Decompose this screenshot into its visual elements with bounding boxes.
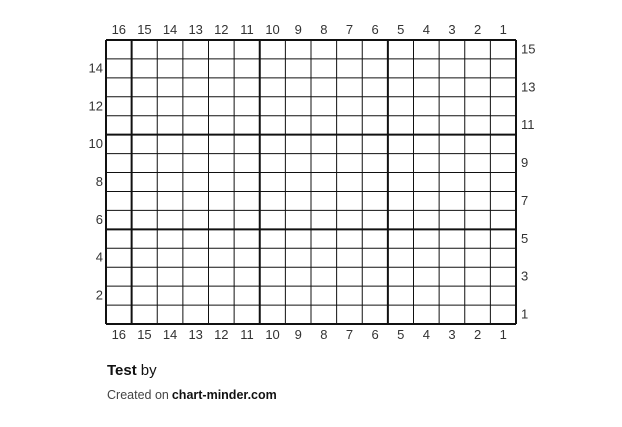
chart-title xyxy=(107,362,157,379)
column-label-bottom: 1 xyxy=(499,327,507,342)
column-label-top: 11 xyxy=(240,22,254,37)
chart-labels xyxy=(89,22,536,342)
column-label-bottom: 11 xyxy=(240,327,254,342)
column-label-bottom: 16 xyxy=(111,327,127,342)
column-label-top: 4 xyxy=(422,22,430,37)
column-label-top: 8 xyxy=(320,22,328,37)
row-label-right: 5 xyxy=(521,230,529,246)
column-label-bottom: 13 xyxy=(188,327,203,342)
column-label-top: 16 xyxy=(111,22,127,37)
row-label-left: 10 xyxy=(88,136,103,152)
created-on-line xyxy=(107,388,277,402)
column-label-bottom: 7 xyxy=(345,327,354,342)
row-label-left: 2 xyxy=(95,287,103,303)
chart-author-by: by xyxy=(140,362,157,379)
column-label-bottom: 2 xyxy=(473,327,482,342)
column-label-bottom: 3 xyxy=(448,327,456,342)
column-label-bottom: 8 xyxy=(320,327,328,342)
row-label-right: 11 xyxy=(521,117,535,133)
column-label-top: 3 xyxy=(448,22,456,37)
row-label-right: 3 xyxy=(521,268,529,284)
column-label-top: 9 xyxy=(294,22,302,37)
row-label-left: 14 xyxy=(88,60,103,76)
column-label-bottom: 12 xyxy=(214,327,229,342)
column-label-top: 12 xyxy=(214,22,229,37)
column-label-bottom: 6 xyxy=(371,327,379,342)
column-label-top: 13 xyxy=(188,22,203,37)
row-label-left: 8 xyxy=(95,174,103,189)
column-label-bottom: 4 xyxy=(422,327,430,342)
column-label-bottom: 9 xyxy=(294,327,302,342)
row-label-right: 13 xyxy=(521,79,536,95)
created-on-text: Created on xyxy=(107,388,169,402)
column-label-top: 5 xyxy=(397,22,405,37)
grid-thin-lines xyxy=(106,40,516,324)
row-label-left: 4 xyxy=(95,249,103,265)
row-label-left: 6 xyxy=(95,211,103,227)
site-link[interactable]: chart-minder.com xyxy=(171,388,277,402)
column-label-top: 6 xyxy=(371,22,379,37)
column-label-bottom: 14 xyxy=(162,327,178,342)
column-label-bottom: 10 xyxy=(265,327,280,342)
column-label-bottom: 5 xyxy=(397,327,405,342)
column-label-top: 15 xyxy=(137,22,152,37)
column-label-top: 10 xyxy=(265,22,280,37)
row-label-left: 12 xyxy=(88,98,103,114)
row-label-right: 15 xyxy=(521,41,536,57)
column-label-top: 7 xyxy=(345,22,354,37)
column-label-bottom: 15 xyxy=(137,327,152,342)
column-label-top: 2 xyxy=(473,22,482,37)
row-label-right: 1 xyxy=(521,306,529,322)
row-label-right: 7 xyxy=(521,192,529,208)
column-label-top: 1 xyxy=(499,22,507,37)
column-label-top: 14 xyxy=(162,22,178,37)
row-label-right: 9 xyxy=(521,155,529,171)
chart-title-text: Test xyxy=(107,362,137,379)
